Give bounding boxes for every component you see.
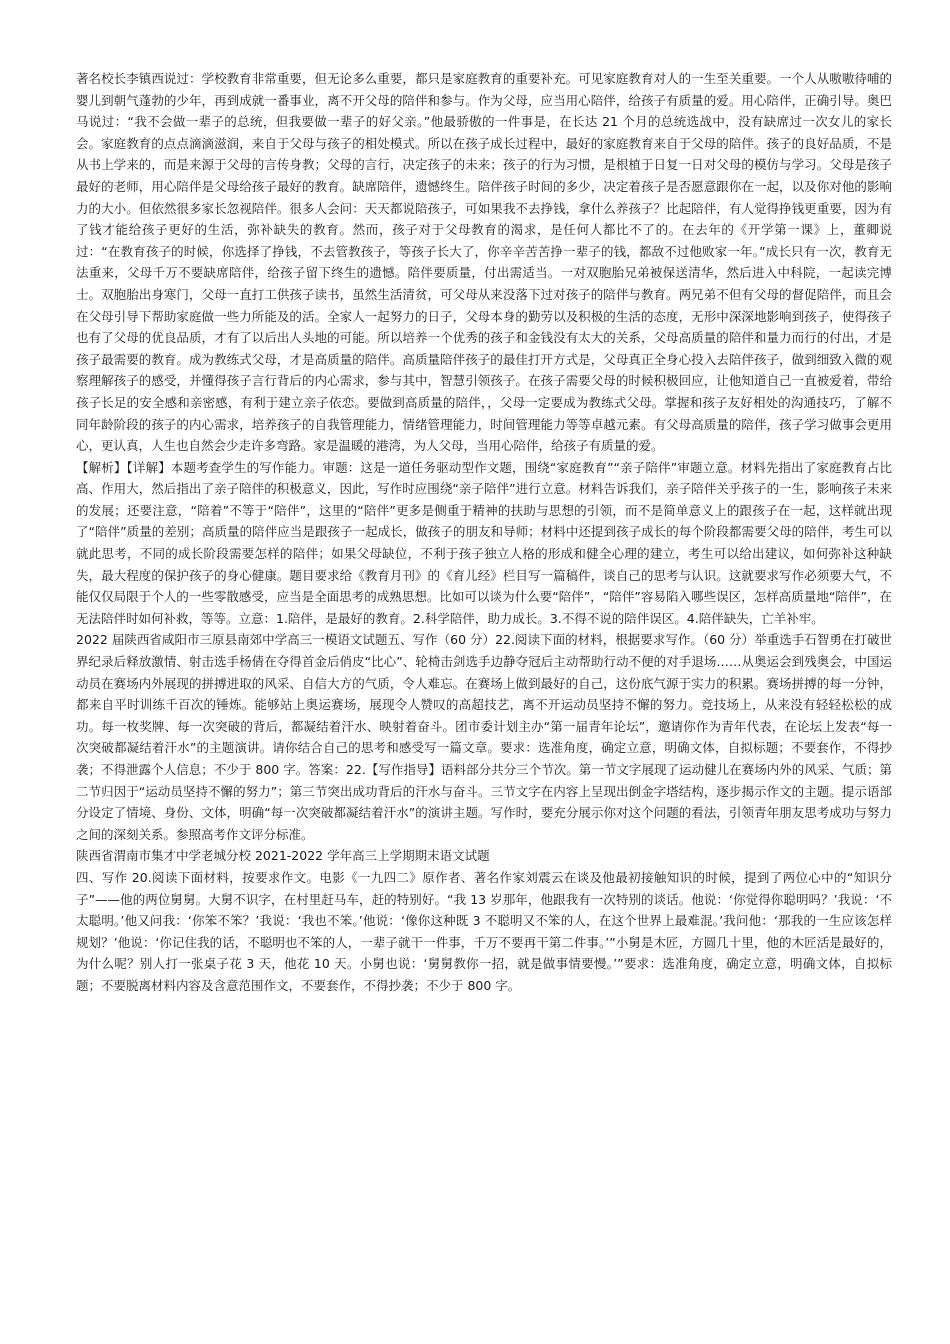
analysis-paragraph: 【解析】【详解】本题考查学生的写作能力。审题：这是一道任务驱动型作文题，围绕“家庭教育”“亲子陪伴”审题立意。材料先指出了家庭教育占比高、作用大，然后指出了亲子陪伴的积极意义，因此，写作时应围绕“亲子陪伴”进行立意。材料告诉我们，亲子陪伴关乎孩子的一生，影响孩子未来的发展；还要注意，“陪着”不等于“陪伴”，这里的“陪伴”更多是侧重于精神的扶助与思想的引领，而不是简单意义上的跟孩子在一起，这样就出现了“陪伴”质量的差别；高质量的陪伴应当是跟孩子一起成长，做孩子的朋友和导师；材料中还提到孩子成长的每个阶段都需要父母的陪伴，考生可以就此思考，不同的成长阶段需要怎样的陪伴；如果父母缺位，不利于孩子独立人格的形成和健全心理的建立，考生可以给出建议，如何弥补这种缺失，最大程度的保护孩子的身心健康。题目要求给《教育月刊》的《育儿经》栏目写一篇稿件，谈自己的思考与认识。这就要求写作必须要大气，不能仅仅局限于个人的一些零散感受，应当是全面思考的成熟思想。比如可以谈为什么要“陪伴”，“陪伴”容易陷入哪些误区，怎样高质量地“陪伴”，在无法陪伴时如何补救，等等。立意：1.陪伴，是最好的教育。2.科学陪伴，助力成长。3.不得不说的陪伴误区。4.陪伴缺失，亡羊补牢。 (76, 459, 892, 626)
document-content (76, 68, 892, 997)
writing-prompt-paragraph: 四、写作 20.阅读下面材料，按要求作文。电影《一九四二》原作者、著名作家刘震云在谈及他最初接触知识的时候，提到了两位心中的“知识分子”——他的两位舅舅。大舅不识字，在村里赶马车，赶的特别好。“我 13 岁那年，他跟我有一次特别的谈话。他说：‘你觉得你聪明吗？’我说：‘不太聪明。’他又问我：‘你笨不笨？’我说：‘我也不笨。’他说：‘像你这种既 3 不聪明又不笨的人，在这个世界上最难混。’我问他：‘那我的一生应该怎样规划？’他说：‘你记住我的话，不聪明也不笨的人，一辈子就干一件事，千万不要再干第二件事。’”小舅是木匠，方圆几十里，他的木匠活是最好的，为什么呢？别人打一张桌子花 3 天，他花 10 天。小舅也说：‘舅舅教你一招，就是做事情要慢。’”要求：选准角度，确定立意，明确文体，自拟标题；不要脱离材料内容及含意范围作文，不要套作，不得抄袭；不少于 800 字。 (76, 869, 892, 993)
exam-question-paragraph: 2022 届陕西省咸阳市三原县南郊中学高三一模语文试题五、写作（60 分）22.阅读下面的材料，根据要求写作。（60 分）举重选手石智勇在打破世界纪录后释放激情、射击选手杨倩在夺得首金后俏皮“比心”、轮椅击剑选手边静夺冠后主动帮助行动不便的对手退场……从奥运会到残奥会，中国运动员在赛场内外展现的拼搏进取的风采、自信大方的气质，令人难忘。在赛场上做到最好的自己，这份底气源于实力的积累。赛场拼搏的每一分钟，都来自平时训练千百次的锤炼。能够站上奥运赛场，展现令人赞叹的高超技艺，离不开运动员坚持不懈的努力。竞技场上，从来没有轻轻松松的成功。每一枚奖牌、每一次突破的背后，都凝结着汗水、映射着奋斗。团市委计划主办“第一届青年论坛”，邀请你作为青年代表，在论坛上发表“每一次突破都凝结着汗水”的主题演讲。请你结合自己的思考和感受写一篇文章。要求：选准角度，确定立意，明确文体，自拟标题；不要套作，不得抄袭；不得泄露个人信息；不少于 800 字。答案：22.【写作指导】语料部分共分三个节次。第一节文字展现了运动健儿在赛场内外的风采、气质；第二节归因于“运动员坚持不懈的努力”；第三节突出成功背后的汗水与奋斗。三节文字在内容上呈现出倒金字塔结构，逐步揭示作文的主题。提示语部分设定了情境、身份、文体，明确“每一次突破都凝结着汗水”的演讲主题。写作时，要充分展示你对这个问题的看法，引领青年朋友思考成功与努力之间的深刻关系。参照高考作文评分标准。 (76, 632, 892, 842)
exam-title-paragraph: 陕西省渭南市集才中学老城分校 2021-2022 学年高三上学期期末语文试题 (76, 848, 490, 864)
essay-paragraph: 著名校长李镇西说过：学校教育非常重要，但无论多么重要，都只是家庭教育的重要补充。可见家庭教育对人的一生至关重要。一个人从嗷嗷待哺的婴儿到朝气蓬勃的少年，再到成就一番事业，离不开父母的陪伴和参与。作为父母，应当用心陪伴，给孩子有质量的爱。用心陪伴，正确引导。奥巴马说过：“我不会做一辈子的总统，但我要做一辈子的好父亲。”他最骄傲的一件事是，在长达 21 个月的总统选战中，没有缺席过一次女儿的家长会。家庭教育的点点滴滴滋润，来自于父母与孩子的相处模式。所以在孩子成长过程中，最好的家庭教育来自于父母的陪伴。孩子的良好品质，不是从书上学来的，而是来源于父母的言传身教；父母的言行，决定孩子的未来；孩子的行为习惯，是根植于日复一日对父母的模仿与学习。父母是孩子最好的老师，用心陪伴是父母给孩子最好的教育。缺席陪伴，遗憾终生。陪伴孩子时间的多少，决定着孩子是否愿意跟你在一起，以及你对他的影响力的大小。但依然很多家长忽视陪伴。很多人会问：天天都说陪孩子，可如果我不去挣钱，拿什么养孩子？比起陪伴，有人觉得挣钱更重要，因为有了钱才能给孩子更好的生活，弥补缺失的教育。然而，孩子对于父母教育的渴求，是任何人都比不了的。在去年的《开学第一课》上，董卿说过：“在教育孩子的时候，你选择了挣钱，不去管教孩子，等孩子长大了，你辛辛苦苦挣一辈子的钱，都敌不过他败家一年。”成长只有一次，教育无法重来，父母千万不要缺席陪伴，给孩子留下终生的遗憾。陪伴要质量，付出需适当。一对双胞胎兄弟被保送清华，然后进入中科院，一起读完博士。双胞胎出身寒门，父母一直打工供孩子读书，虽然生活清贫，可父母从来没落下过对孩子的陪伴与教育。两兄弟不但有父母的督促陪伴，而且会在父母引导下帮助家庭做一些力所能及的活。全家人一起努力的日子，父母本身的勤劳以及积极的生活的态度，无形中深深地影响到孩子，使得孩子也有了父母的优良品质，才有了以后出人头地的可能。所以培养一个优秀的孩子和金钱没有太大的关系，父母高质量的陪伴和量力而行的付出，才是孩子最需要的教育。成为教练式父母，才是高质量的陪伴。高质量陪伴孩子的最佳打开方式是，父母真正全身心投入去陪伴孩子，做到细致入微的观察理解孩子的感受，并懂得孩子言行背后的内心需求，参与其中，智慧引领孩子。在孩子需要父母的时候积极回应，让他知道自己一直被爱着，带给孩子长足的安全感和亲密感，有利于建立亲子依恋。要做到高质量的陪伴，，父母一定要成为教练式父母。掌握和孩子友好相处的沟通技巧，了解不同年龄阶段的孩子的内心需求，培养孩子的自我管理能力，情绪管理能力，时间管理能力等等卓越元素。有父母高质量的陪伴，孩子学习做事会更用心，更认真，人生也自然会少走许多弯路。家是温暖的港湾，为人父母，当用心陪伴，给孩子有质量的爱。 (76, 71, 892, 454)
